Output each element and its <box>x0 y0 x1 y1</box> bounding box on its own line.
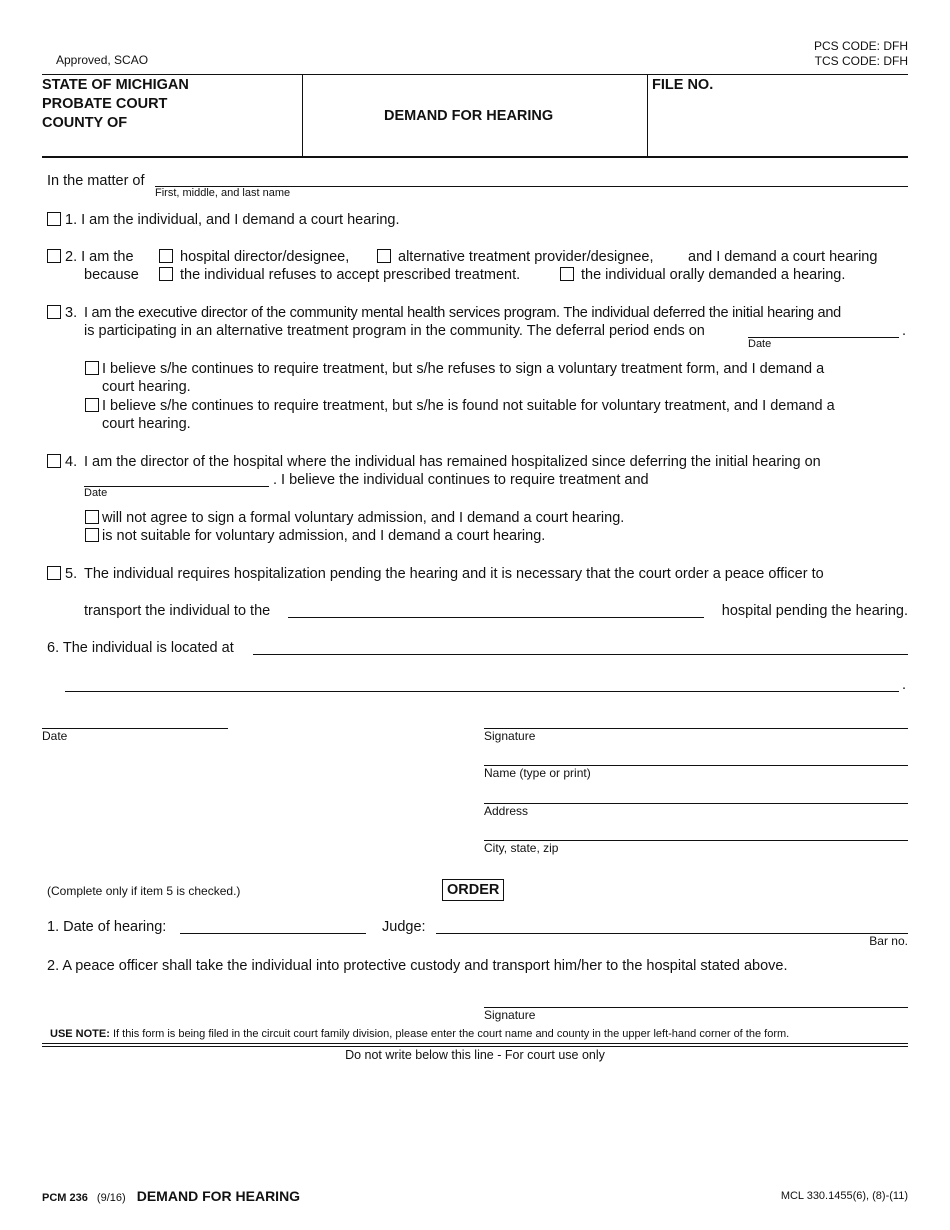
order-signature-caption: Signature <box>484 1008 536 1022</box>
city-caption: City, state, zip <box>484 841 559 855</box>
item3-line1: I am the executive director of the community mental health services program. The individual deferred the initial hearing and <box>84 305 841 321</box>
order-title: ORDER <box>442 879 504 901</box>
item3-period: . <box>902 323 907 339</box>
court-use-rule-1 <box>42 1043 908 1044</box>
item4-option-a-checkbox[interactable] <box>85 510 99 524</box>
item5-checkbox[interactable] <box>47 566 61 580</box>
date-field[interactable] <box>42 728 228 729</box>
item4-deferral-date-field[interactable] <box>84 486 269 487</box>
item2-because: because <box>84 267 139 283</box>
item2-refuses-label: the individual refuses to accept prescribed treatment. <box>180 267 521 283</box>
item1-text: 1. I am the individual, and I demand a court hearing. <box>65 212 400 228</box>
footer-title: DEMAND FOR HEARING <box>136 1188 301 1204</box>
footer-form-info <box>42 1188 300 1204</box>
item4-option-a-label: will not agree to sign a formal voluntary admission, and I demand a court hearing. <box>102 510 625 526</box>
footer-citation: MCL 330.1455(6), (8)-(11) <box>780 1190 908 1202</box>
item2-alternative-label: alternative treatment provider/designee, <box>398 249 654 265</box>
matter-name-caption: First, middle, and last name <box>155 187 291 199</box>
court-use-rule-2 <box>42 1046 908 1047</box>
order-date-of-hearing-field[interactable] <box>180 933 366 934</box>
form-title: DEMAND FOR HEARING <box>384 108 554 124</box>
pcs-code: PCS CODE: DFH <box>813 39 908 53</box>
name-caption: Name (type or print) <box>484 766 591 780</box>
use-note-label: USE NOTE: <box>50 1028 110 1040</box>
order-complete-note: (Complete only if item 5 is checked.) <box>47 884 241 898</box>
item3-checkbox[interactable] <box>47 305 61 319</box>
item4-num: 4. <box>65 454 78 470</box>
item5-line2-pre: transport the individual to the <box>84 603 271 619</box>
item2-alternative-checkbox[interactable] <box>377 249 391 263</box>
header-divider-right <box>647 74 648 157</box>
item3-option-b-checkbox[interactable] <box>85 398 99 412</box>
item4-line1: I am the director of the hospital where the individual has remained hospitalized since deferring the initial hearing on <box>84 454 821 470</box>
header-divider-left <box>302 74 303 157</box>
item1-checkbox[interactable] <box>47 212 61 226</box>
header-top-rule <box>42 74 908 75</box>
item4-date-caption: Date <box>84 487 108 499</box>
order-bar-no-caption: Bar no. <box>869 934 908 948</box>
item6-label: 6. The individual is located at <box>47 640 234 656</box>
state-label: STATE OF MICHIGAN <box>42 77 189 93</box>
file-no-label: FILE NO. <box>652 77 714 93</box>
use-note-text: If this form is being filed in the circuit court family division, please enter the court name and county in the upper left-hand corner of the form. <box>112 1028 790 1040</box>
date-caption: Date <box>42 729 68 743</box>
item2-orally-label: the individual orally demanded a hearing. <box>581 267 846 283</box>
item3-num: 3. <box>65 305 78 321</box>
item2-hospital-checkbox[interactable] <box>159 249 173 263</box>
signature-field[interactable] <box>484 728 908 729</box>
order-date-of-hearing-label: 1. Date of hearing: <box>47 919 167 935</box>
item4-option-b-label: is not suitable for voluntary admission, and I demand a court hearing. <box>102 528 546 544</box>
item6-location-field-1[interactable] <box>253 654 908 655</box>
item4-option-b-checkbox[interactable] <box>85 528 99 542</box>
item5-line1: The individual requires hospitalization pending the hearing and it is necessary that the court order a peace officer to <box>84 566 824 582</box>
item3-option-b-line1: I believe s/he continues to require treatment, but s/he is found not suitable for voluntary treatment, and I demand a <box>102 398 835 414</box>
item3-option-a-checkbox[interactable] <box>85 361 99 375</box>
county-label: COUNTY OF <box>42 115 128 131</box>
order-judge-field[interactable] <box>436 933 908 934</box>
matter-label: In the matter of <box>47 173 145 189</box>
item2-refuses-checkbox[interactable] <box>159 267 173 281</box>
address-field[interactable] <box>484 803 908 804</box>
item6-period: . <box>902 677 907 693</box>
header-bottom-rule <box>42 156 908 158</box>
item2-label: 2. I am the <box>65 249 134 265</box>
item3-option-a-line2: court hearing. <box>102 379 191 395</box>
item3-option-b-line2: court hearing. <box>102 416 191 432</box>
order-signature-field[interactable] <box>484 1007 908 1008</box>
order-item2-text: 2. A peace officer shall take the individual into protective custody and transport him/her to the hospital stated above. <box>47 958 788 974</box>
footer-rev: (9/16) <box>96 1192 126 1204</box>
item2-demand-text: and I demand a court hearing <box>688 249 878 265</box>
item2-orally-checkbox[interactable] <box>560 267 574 281</box>
item4-checkbox[interactable] <box>47 454 61 468</box>
order-judge-label: Judge: <box>382 919 426 935</box>
item3-option-a-line1: I believe s/he continues to require treatment, but s/he refuses to sign a voluntary treatment form, and I demand a <box>102 361 825 377</box>
item5-line2-post: hospital pending the hearing. <box>721 603 908 619</box>
footer-form-no: PCM 236 <box>42 1192 88 1204</box>
item3-line2: is participating in an alternative treatment program in the community. The deferral period ends on <box>84 323 705 339</box>
use-note <box>50 1028 789 1040</box>
signature-caption: Signature <box>484 729 536 743</box>
item5-hospital-field[interactable] <box>288 617 704 618</box>
item2-hospital-label: hospital director/designee, <box>180 249 350 265</box>
item6-location-field-2[interactable] <box>65 691 899 692</box>
tcs-code: TCS CODE: DFH <box>814 54 908 68</box>
item3-date-caption: Date <box>748 338 772 350</box>
item5-num: 5. <box>65 566 78 582</box>
item2-checkbox[interactable] <box>47 249 61 263</box>
court-label: PROBATE COURT <box>42 96 168 112</box>
approved-label: Approved, SCAO <box>56 53 149 67</box>
court-use-label: Do not write below this line - For court use only <box>345 1048 605 1062</box>
item4-line2: . I believe the individual continues to require treatment and <box>273 472 649 488</box>
address-caption: Address <box>484 804 529 818</box>
